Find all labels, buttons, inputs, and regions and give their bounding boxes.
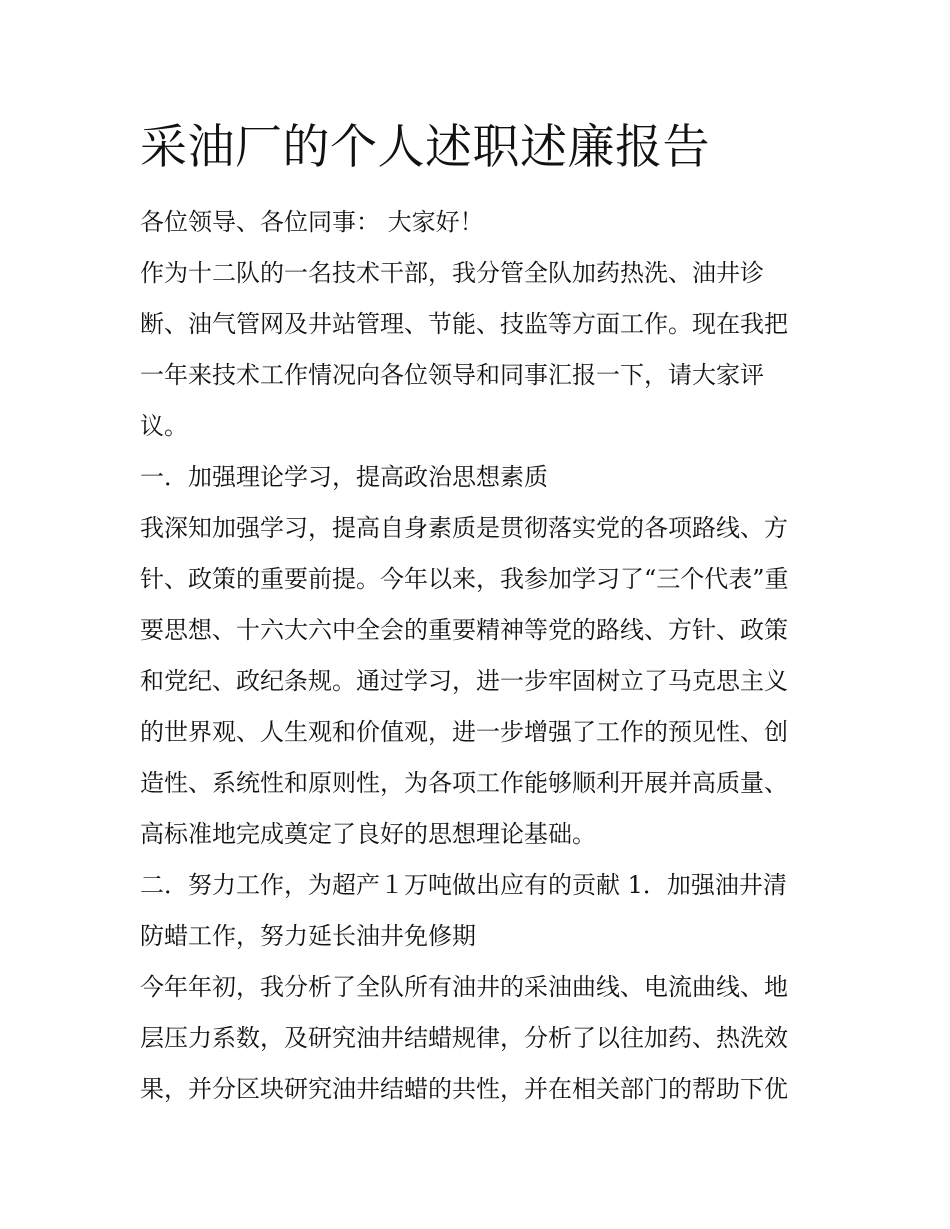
text-line: 断、油气管网及井站管理、节能、技监等方面工作。现在我把: [140, 310, 788, 338]
section-heading: 二．努力工作，为超产１万吨做出应有的贡献 1．加强油井清: [140, 871, 787, 899]
text-line: 一年来技术工作情况向各位领导和同事汇报一下，请大家评: [140, 361, 764, 389]
document-title: 采油厂的个人述职述廉报告: [140, 120, 710, 175]
text-line: 造性、系统性和原则性，为各项工作能够顺利开展并高质量、: [140, 769, 788, 797]
text-line: 果，并分区块研究油井结蜡的共性，并在相关部门的帮助下优: [140, 1075, 788, 1103]
text-line: 作为十二队的一名技术干部，我分管全队加药热洗、油井诊: [140, 259, 764, 287]
text-line: 的世界观、人生观和价值观，进一步增强了工作的预见性、创: [140, 718, 788, 746]
text-line: 今年年初，我分析了全队所有油井的采油曲线、电流曲线、地: [140, 973, 788, 1001]
text-line: 要思想、十六大六中全会的重要精神等党的路线、方针、政策: [140, 616, 788, 644]
text-line: 我深知加强学习，提高自身素质是贯彻落实党的各项路线、方: [140, 514, 788, 542]
section-heading: 一．加强理论学习，提高政治思想素质: [140, 463, 548, 491]
section-heading: 防蜡工作，努力延长油井免修期: [140, 922, 476, 950]
text-line: 针、政策的重要前提。今年以来，我参加学习了“三个代表”重: [140, 565, 789, 593]
text-line: 层压力系数，及研究油井结蜡规律，分析了以往加药、热洗效: [140, 1024, 788, 1052]
text-line: 议。: [140, 412, 188, 440]
text-line: 和党纪、政纪条规。通过学习，进一步牢固树立了马克思主义: [140, 667, 788, 695]
text-line: 高标准地完成奠定了良好的思想理论基础。: [140, 820, 596, 848]
text-line: 各位领导、各位同事： 大家好！: [140, 208, 484, 236]
